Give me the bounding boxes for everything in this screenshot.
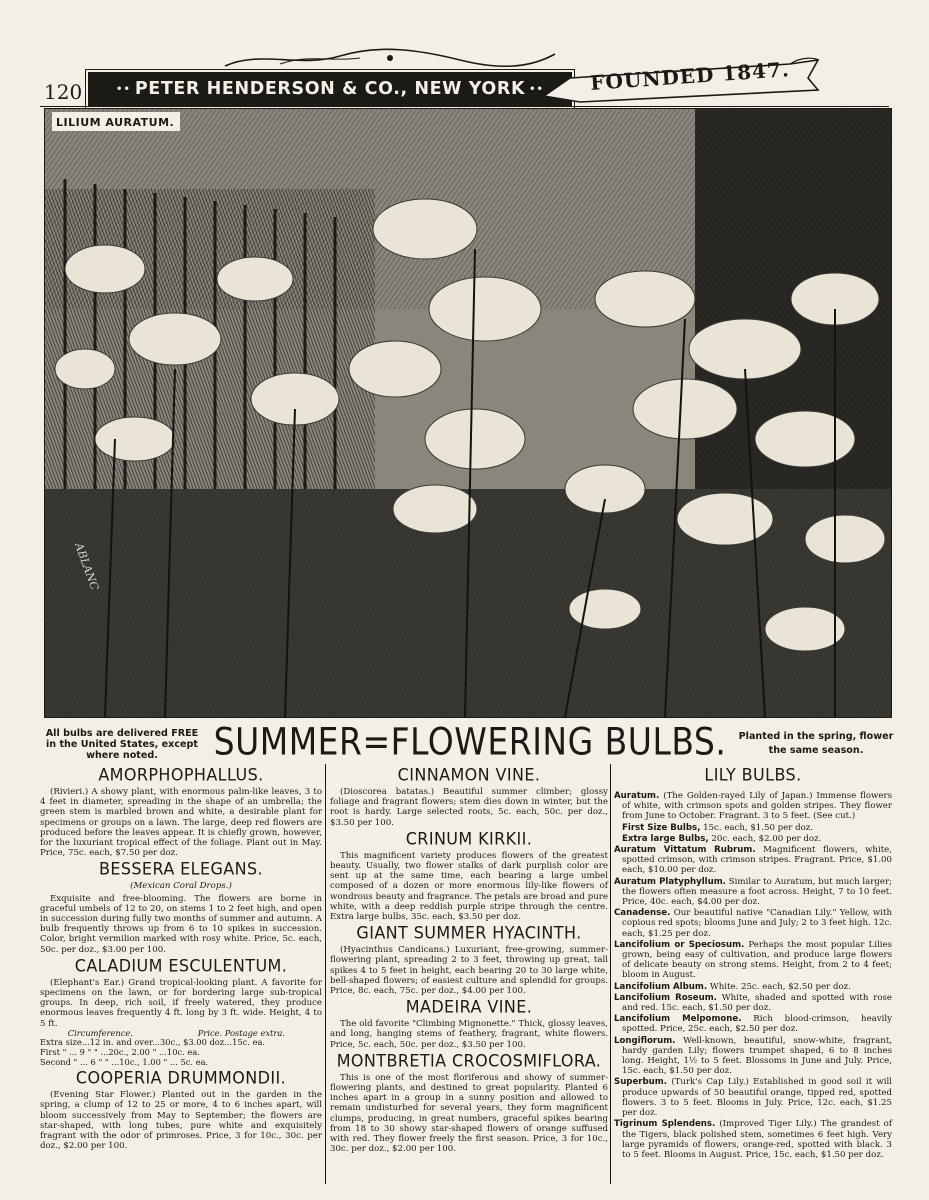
list-item xyxy=(614,982,892,992)
lily-desc: White. 25c. each, $2.50 per doz. xyxy=(709,981,851,992)
lily-desc: Perhaps the most popular Lilies grown, being easy of cultivation, and produce large flowers of delicate beauty on strong stems. Height, from 2 to 4 feet; bloom in August. xyxy=(622,939,892,981)
lily-desc: Similar to Auratum, but much larger; the flowers often measure a foot across. Height, 7 to 10 feet. Price, 40c. each, $4.00 per doz. xyxy=(622,876,893,908)
lily-name: Extra large Bulbs, xyxy=(622,833,709,844)
crinum-text: This magnificent variety produces flowers of the greatest beauty. Usually, two flower stalks of dark purplish color are sent up at the same time, each bearing a large umbel composed of a dozen or more enormous lily-like flowers of wondrous beauty and fragrance. The petals are broad and pure white, with a deep reddish purple stripe through the centre. Extra large bulbs, 35c. each, $3.50 per doz. xyxy=(330,850,608,923)
lily-desc: (Turk's Cap Lily.) Established in good soil it will produce upwards of 50 beautiful orange, tipped red, spotted flowers. 3 to 5 feet. Blooms in July. Price, 12c. each, $1.25 per doz. xyxy=(622,1077,892,1119)
madeira-vine-text: The old favorite "Climbing Mignonette." Thick, glossy leaves, and long, hanging stems of feathery, fragrant, white flowers. Price, 5c. each, 50c. per doz., $3.50 per 100. xyxy=(330,1019,608,1050)
cooperia-text: (Evening Star Flower.) Planted out in the garden in the spring, a clump of 12 to 25 or more, 4 to 6 inches apart, will bloom successively from May to September; the flowers are star-shaped, with long tubes, pure white and exquisitely fragrant with the odor of primroses. Price, 3 for 10c., 30c. per doz., $2.00 per 100. xyxy=(40,1090,322,1152)
illustration-caption: LILIUM AURATUM. xyxy=(52,112,180,131)
table-header-circumference: Circumference. xyxy=(67,1027,133,1038)
bessera-subtitle: (Mexican Coral Drops.) xyxy=(130,881,232,892)
lily-name: Canadense. xyxy=(614,908,671,919)
garden-scene xyxy=(45,109,891,717)
cinnamon-vine-text: (Dioscorea batatas.) Beautiful summer climber; glossy foliage and fragrant flowers; stem dies down in winter, but the root is hardy. Large selected roots, 5c. each, 50c. per doz., $3.50 per 100. xyxy=(330,787,608,828)
amorphophallus-text: (Rivieri.) A showy plant, with enormous palm-like leaves, 3 to 4 feet in diameter, spreading in the shape of an umbrella; the green stem is marbled brown and white, a desirable plant for specimens or groups on a lawn. The large, deep red flowers are produced before the leaves appear. It is chiefly grown, however, for the luxuriant tropical effect of the foliage. Plant out in May. Price, 75c. each, $7.50 per doz. xyxy=(40,787,322,859)
list-item xyxy=(614,845,892,876)
page-title: SUMMER=FLOWERING BULBS. xyxy=(213,720,727,764)
banner-text: PETER HENDERSON & CO., NEW YORK xyxy=(134,79,526,99)
lily-desc: (Improved Tiger Lily.) The grandest of the Tigers, black polished stem, sometimes 6 feet high. Very large pyramids of flowers, orange-red, spotted with black. 3 to 5 feet. Blooms in August. Price, 15c. each, $1.50 per doz. xyxy=(622,1119,892,1160)
bessera-text: Exquisite and free-blooming. The flowers are borne in graceful umbels of 12 to 20, on stems 1 to 2 feet high, and open in succession during fully two months of summer and autumn. A bulb frequently throws up from 6 to 10 spikes in succession. Color, bright vermilion marked with rosy white. Price, 5c. each, 50c. per doz., $3.00 per 100. xyxy=(40,893,322,955)
cooperia-heading: COOPERIA DRUMMONDII. xyxy=(75,1067,287,1088)
caladium-heading: CALADIUM ESCULENTUM. xyxy=(74,955,288,976)
list-item xyxy=(614,877,892,908)
lily-name: First Size Bulbs, xyxy=(622,822,701,833)
list-item xyxy=(614,908,892,939)
lily-name: Auratum Vittatum Rubrum. xyxy=(614,845,756,856)
lily-bulbs-heading: LILY BULBS. xyxy=(704,764,802,785)
column-1 xyxy=(40,764,322,1151)
column-divider-2 xyxy=(610,764,611,1184)
table-row: First " ... 9 " " ...20c., 2.00 " ...10c. ea. xyxy=(40,1047,200,1058)
lily-list xyxy=(614,791,892,1160)
artist-signature: ABLANC xyxy=(72,541,102,592)
lily-name: Longiflorum. xyxy=(614,1035,676,1046)
table-header-price: Price. Postage extra. xyxy=(197,1027,285,1038)
table-row: Extra size...12 in. and over...30c., $3.00 doz...15c. ea. xyxy=(40,1037,266,1048)
delivery-note: All bulbs are delivered FREE in the United States, except where noted. xyxy=(45,728,199,761)
lily-desc: 20c. each, $2.00 per doz. xyxy=(711,833,822,844)
list-item xyxy=(614,1014,892,1034)
lily-desc: Rich blood-crimson, heavily spotted. Price, 25c. each, $2.50 per doz. xyxy=(622,1014,892,1035)
montbretia-heading: MONTBRETIA CROCOSMIFLORA. xyxy=(336,1050,602,1071)
lily-name: Tigrinum Splendens. xyxy=(614,1119,716,1130)
column-3 xyxy=(614,764,892,1161)
header-rule xyxy=(40,106,889,107)
montbretia-text: This is one of the most floriferous and showy of summer-flowering plants, and destined to great popularity. Planted 6 inches apart in a group in a sunny position and allowed to remain undisturbed for several years, they form magnificent clumps, producing, in great numbers, graceful spikes bearing from 18 to 30 showy star-shaped flowers of orange suffused with red. They flower freely the first season. Price, 3 for 10c., 30c. per doz., $2.00 per 100. xyxy=(330,1072,608,1155)
madeira-vine-heading: MADEIRA VINE. xyxy=(405,996,533,1017)
lily-name: Lancifolium Album. xyxy=(614,981,708,992)
lily-desc: White, shaded and spotted with rose and red. 15c. each, $1.50 per doz. xyxy=(622,992,892,1014)
list-item xyxy=(614,1077,892,1118)
banner-dots-left: •• xyxy=(116,83,131,95)
lily-name: Auratum. xyxy=(614,791,660,801)
banner-dots-right: •• xyxy=(529,83,544,95)
cinnamon-vine-heading: CINNAMON VINE. xyxy=(397,764,541,785)
bessera-heading: BESSERA ELEGANS. xyxy=(98,858,264,880)
crinum-heading: CRINUM KIRKII. xyxy=(405,828,533,849)
lily-name: Superbum. xyxy=(614,1077,668,1088)
lily-name: Auratum Platyphyllum. xyxy=(614,876,726,887)
list-item xyxy=(614,834,892,844)
lily-desc: 15c. each, $1.50 per doz. xyxy=(703,822,814,833)
caladium-text: (Elephant's Ear.) Grand tropical-looking plant. A favorite for specimens on the lawn, or for bordering large sub-tropical groups. In deep, rich soil, if freely watered, they produce enormous leaves frequently 4 ft. long by 3 ft. wide. Height, 4 to 5 ft. xyxy=(40,977,322,1029)
lily-desc: Magnificent flowers, white, spotted crimson, with crimson stripes. Fragrant. Price, $1.00 each, $10.00 per doz. xyxy=(622,845,892,876)
lily-desc: (The Golden-rayed Lily of Japan.) Immense flowers of white, with crimson spots and golden stripes. They flower from June to October. Fragrant. 3 to 5 feet. (See cut.) xyxy=(622,791,892,822)
header-scroll-ornament xyxy=(220,48,560,70)
publisher-banner xyxy=(88,72,572,106)
lily-name: Lancifolium Melpomone. xyxy=(614,1014,742,1025)
column-2 xyxy=(330,764,608,1154)
list-item xyxy=(614,1036,892,1077)
page-number: 120 xyxy=(44,80,83,104)
hyacinth-text: (Hyacinthus Candicans.) Luxuriant, free-growing, summer-flowering plant, spreading 2 to 3 feet, throwing up great, tall spikes 4 to 5 feet in height, each bearing 20 to 30 large white, bell-shaped flowers; of easiest culture and splendid for groups. Price, 8c. each, 75c. per doz., $4.00 per 100. xyxy=(330,945,608,997)
list-item xyxy=(614,791,892,822)
list-item xyxy=(614,940,892,981)
lily-desc: Well-known, beautiful, snow-white, fragrant, hardy garden Lily; flowers trumpet shaped, 6 to 8 inches long. Height, 1½ to 5 feet. Blossoms in June and July. Price, 15c. each, $1.50 per doz. xyxy=(622,1035,892,1077)
list-item xyxy=(614,993,892,1013)
lilium-auratum-engraving xyxy=(44,108,892,718)
table-row: Second " ... 6 " " ...10c., 1.00 " ... 5c. ea. xyxy=(40,1056,209,1067)
founded-text: FOUNDED 1847. xyxy=(589,57,791,95)
lily-name: Lancifolium Roseum. xyxy=(614,992,717,1003)
lily-name: Lancifolium or Speciosum. xyxy=(614,939,745,950)
list-item xyxy=(614,1119,892,1160)
list-item xyxy=(614,823,892,833)
planting-note: Planted in the spring, flower the same season. xyxy=(738,731,894,756)
column-divider-1 xyxy=(325,764,326,1184)
hyacinth-heading: GIANT SUMMER HYACINTH. xyxy=(356,922,582,943)
lily-desc: Our beautiful native "Canadian Lily." Yellow, with copious red spots; blooms June and July; 2 to 3 feet high. 12c. each, $1.25 per doz. xyxy=(622,908,893,939)
caladium-price-table xyxy=(40,1029,322,1067)
amorphophallus-heading: AMORPHOPHALLUS. xyxy=(98,764,264,785)
